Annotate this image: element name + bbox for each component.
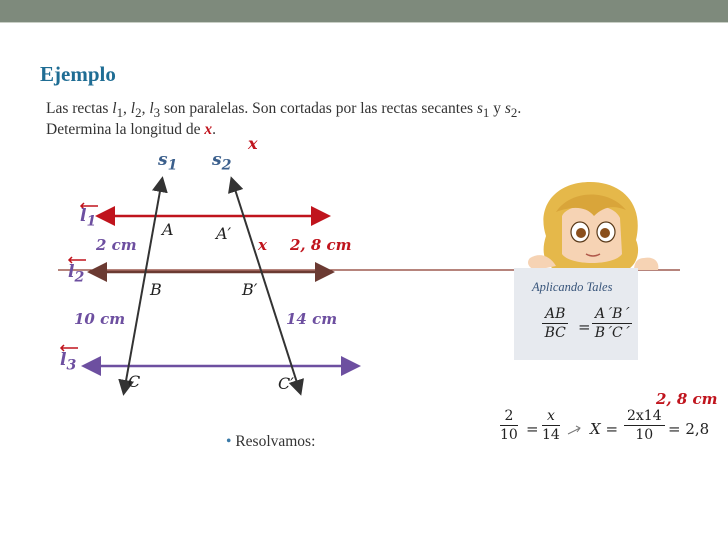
cartoon-girl-illustration bbox=[516, 176, 664, 274]
l2-sub: 2 bbox=[135, 105, 142, 121]
s2-name: s bbox=[504, 100, 511, 117]
fraction-x-14-den: 14 bbox=[542, 427, 560, 443]
segment-x-value: 2, 8 cm bbox=[290, 236, 352, 254]
ratio-right-numerator: A´B´ bbox=[592, 306, 632, 324]
fraction-2-10 bbox=[500, 408, 518, 443]
resolvamos-label: Resolvamos: bbox=[235, 433, 316, 450]
point-b-prime: B′ bbox=[242, 280, 258, 299]
s1-letter: s bbox=[158, 150, 168, 170]
fraction-2x14-10 bbox=[624, 408, 665, 443]
statement-prefix: Las rectas bbox=[46, 100, 113, 117]
answer-value: 2, 8 cm bbox=[656, 390, 718, 408]
solve-lhs: X = bbox=[590, 420, 619, 438]
final-result: = 2,8 bbox=[668, 420, 710, 438]
equals-1: = bbox=[526, 420, 539, 438]
segment-x-label: x bbox=[258, 236, 267, 254]
statement-end: . bbox=[517, 100, 522, 117]
point-b: B bbox=[150, 280, 162, 299]
fraction-2-10-num: 2 bbox=[500, 408, 518, 426]
l3-label bbox=[60, 350, 76, 373]
segment-bc-prime-length: 14 cm bbox=[286, 310, 338, 328]
bullet-icon: • bbox=[226, 433, 236, 450]
l2-label-sub: 2 bbox=[74, 269, 85, 286]
point-a: A bbox=[162, 220, 174, 239]
l1-letter: l bbox=[80, 206, 87, 226]
l1-label bbox=[80, 206, 96, 229]
l2-label bbox=[68, 262, 84, 285]
fraction-2-10-den: 10 bbox=[500, 427, 518, 443]
point-c: C bbox=[128, 372, 141, 391]
ratio-ab-bc bbox=[542, 306, 568, 341]
small-arrow bbox=[568, 426, 580, 434]
l3-label-sub: 3 bbox=[66, 357, 77, 374]
tales-equals: = bbox=[578, 318, 591, 336]
ratio-left-numerator: AB bbox=[542, 306, 568, 324]
statement-line2-prefix: Determina la longitud de bbox=[46, 121, 205, 139]
point-a-prime: A′ bbox=[216, 224, 232, 243]
ratio-primes bbox=[592, 306, 632, 341]
resolvamos-bullet bbox=[226, 433, 315, 451]
ratio-left-denominator: BC bbox=[544, 325, 566, 341]
l3-letter: l bbox=[60, 350, 67, 370]
s2-sub: 2 bbox=[510, 105, 518, 121]
l3-sub: 3 bbox=[153, 105, 161, 121]
s2-letter: s bbox=[212, 150, 222, 170]
statement-and: y bbox=[489, 100, 505, 117]
l1-label-sub: 1 bbox=[86, 213, 97, 230]
fraction-2x14-num: 2x14 bbox=[624, 408, 665, 426]
fraction-x-14-num: x bbox=[542, 408, 560, 426]
point-c-prime: C′ bbox=[278, 374, 294, 393]
s1-name: s bbox=[476, 100, 483, 117]
l1-sub: 1 bbox=[116, 105, 124, 121]
slide-title: Ejemplo bbox=[40, 62, 116, 86]
x-top-label: x bbox=[248, 134, 258, 153]
statement-line2-end: . bbox=[212, 121, 217, 139]
l3-name: l bbox=[149, 100, 154, 117]
ratio-right-denominator: B´C´ bbox=[594, 325, 630, 341]
statement-sep2: , bbox=[141, 100, 150, 117]
fraction-2x14-den: 10 bbox=[635, 427, 654, 443]
fraction-x-14 bbox=[542, 408, 560, 443]
statement-mid: son paralelas. Son cortadas por las rectas secantes bbox=[160, 100, 477, 117]
l1-name: l bbox=[112, 100, 117, 117]
s1-label bbox=[158, 150, 177, 173]
statement-x: x bbox=[204, 121, 213, 139]
l2-letter: l bbox=[68, 262, 75, 282]
segment-bc-length: 10 cm bbox=[74, 310, 126, 328]
s1-label-sub: 1 bbox=[167, 157, 178, 174]
s2-label bbox=[212, 150, 231, 173]
tales-caption: Aplicando Tales bbox=[532, 280, 613, 294]
s2-label-sub: 2 bbox=[221, 157, 232, 174]
s1-sub: 1 bbox=[482, 105, 490, 121]
l2-name: l bbox=[130, 100, 136, 117]
segment-ab-length: 2 cm bbox=[96, 236, 137, 254]
statement-sep1: , bbox=[123, 100, 131, 117]
